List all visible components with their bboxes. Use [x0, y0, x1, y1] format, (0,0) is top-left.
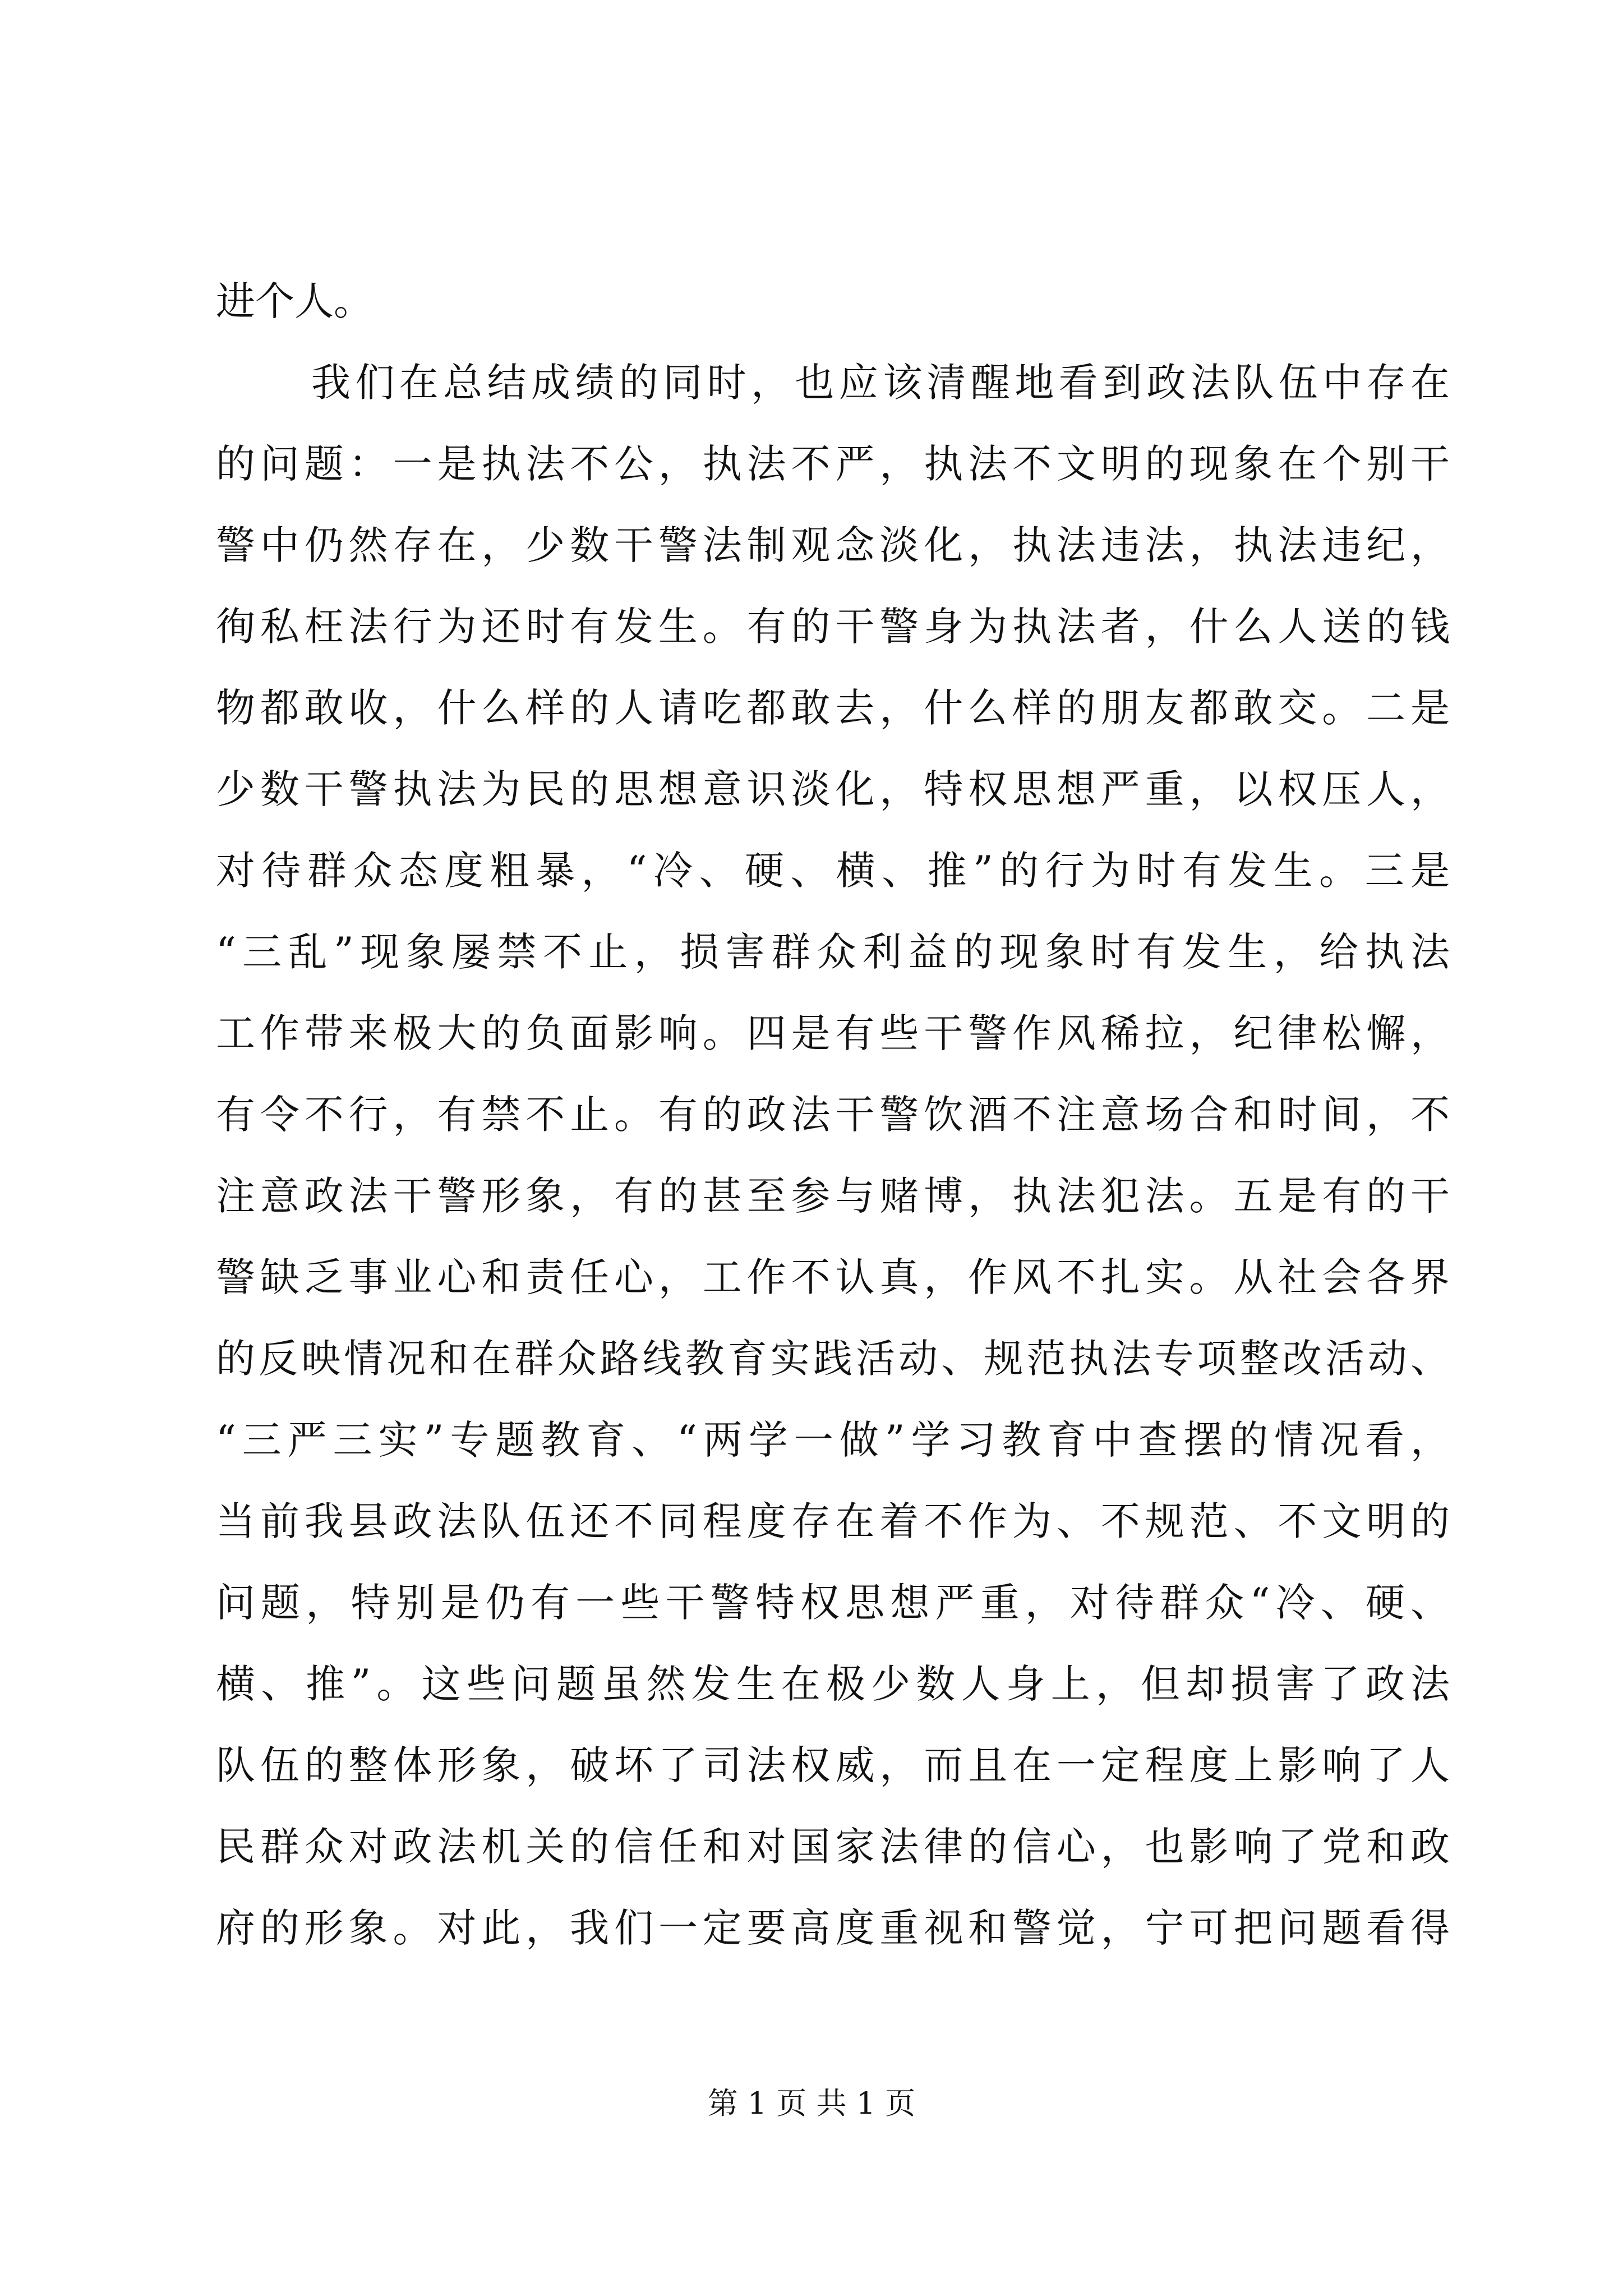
text-line: 对待群众态度粗暴，“冷、硬、横、推”的行为时有发生。三是 — [216, 848, 1450, 894]
text-line: 有令不行，有禁不止。有的政法干警饮酒不注意场合和时间，不 — [216, 1092, 1450, 1138]
text-line: 问题，特别是仍有一些干警特权思想严重，对待群众“冷、硬、 — [216, 1580, 1450, 1626]
text-line: 警中仍然存在，少数干警法制观念淡化，执法违法，执法违纪， — [216, 522, 1450, 568]
text-line: 府的形象。对此，我们一定要高度重视和警觉，宁可把问题看得 — [216, 1905, 1450, 1951]
text-line: 警缺乏事业心和责任心，工作不认真，作风不扎实。从社会各界 — [216, 1254, 1450, 1300]
text-line: 进个人。 — [216, 278, 373, 324]
text-line: 徇私枉法行为还时有发生。有的干警身为执法者，什么人送的钱 — [216, 604, 1450, 650]
text-line: “三严三实”专题教育、“两学一做”学习教育中查摆的情况看， — [216, 1417, 1450, 1463]
page-number-label: 第 1 页 共 1 页 — [707, 2086, 916, 2121]
text-line: 的问题：一是执法不公，执法不严，执法不文明的现象在个别干 — [216, 441, 1450, 487]
text-line: 少数干警执法为民的思想意识淡化，特权思想严重，以权压人， — [216, 766, 1450, 812]
text-line: 的反映情况和在群众路线教育实践活动、规范执法专项整改活动、 — [216, 1336, 1450, 1382]
document-body — [216, 261, 1450, 1969]
text-line: 队伍的整体形象，破坏了司法权威，而且在一定程度上影响了人 — [216, 1742, 1450, 1788]
text-line: 民群众对政法机关的信任和对国家法律的信心，也影响了党和政 — [216, 1824, 1450, 1870]
text-line: 物都敢收，什么样的人请吃都敢去，什么样的朋友都敢交。二是 — [216, 685, 1450, 731]
text-line: 我们在总结成绩的同时，也应该清醒地看到政法队伍中存在 — [311, 360, 1450, 406]
text-line: 当前我县政法队伍还不同程度存在着不作为、不规范、不文明的 — [216, 1498, 1450, 1544]
text-line: “三乱”现象屡禁不止，损害群众利益的现象时有发生，给执法 — [216, 929, 1450, 975]
text-line: 注意政法干警形象，有的甚至参与赌博，执法犯法。五是有的干 — [216, 1173, 1450, 1219]
page-footer — [0, 2084, 1623, 2123]
text-line: 工作带来极大的负面影响。四是有些干警作风稀拉，纪律松懈， — [216, 1010, 1450, 1056]
text-line: 横、推”。这些问题虽然发生在极少数人身上，但却损害了政法 — [216, 1661, 1450, 1707]
